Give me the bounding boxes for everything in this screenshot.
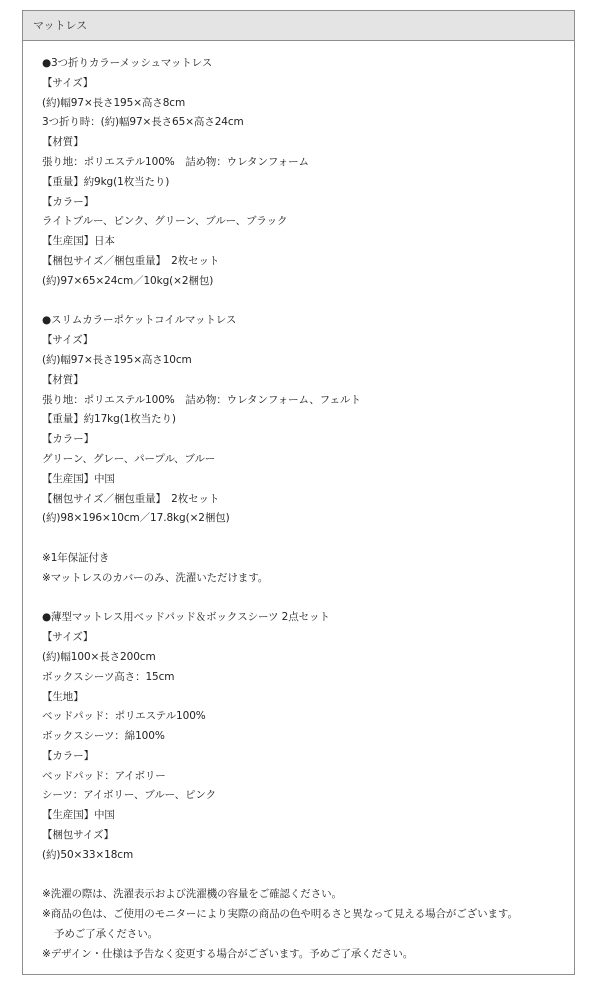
product-title: ●3つ折りカラーメッシュマットレス (42, 57, 213, 69)
spec-heading: 【材質】 (42, 373, 84, 386)
spec-heading: 【カラー】 (42, 195, 94, 208)
product-title: ●スリムカラーポケットコイルマットレス (42, 314, 237, 327)
spec-value: ライトブルー、ピンク、グリーン、ブルー、ブラック (42, 215, 288, 228)
spec-value: (約)幅97×長さ195×高さ10cm (42, 353, 192, 366)
spec-value: ボックスシーツ：綿100% (42, 730, 165, 743)
spec-value: 張り地：ポリエステル100% 詰め物：ウレタンフォーム、フェルト (42, 393, 361, 406)
disclaimer-notes (42, 885, 574, 964)
note-text: 予めご了承ください。 (54, 928, 158, 941)
spec-panel (22, 10, 575, 975)
spec-heading: 【カラー】 (42, 749, 94, 762)
section-gap (42, 866, 574, 886)
spec-value: 【重量】約17kg(1枚当たり) (42, 413, 176, 426)
spec-value: 【重量】約9kg(1枚当たり) (42, 175, 170, 188)
product-section-pocket-coil-mattress (42, 311, 574, 529)
section-gap (42, 589, 574, 609)
note-text: ※デザイン・仕様は予告なく変更する場合がございます。予めご了承ください。 (42, 947, 414, 960)
spec-heading: 【梱包サイズ／梱包重量】 2枚セット (42, 254, 220, 267)
spec-heading: 【材質】 (42, 136, 84, 149)
spec-value: 3つ折り時：(約)幅97×長さ65×高さ24cm (42, 116, 244, 129)
section-gap (42, 292, 574, 312)
note-text: ※マットレスのカバーのみ、洗濯いただけます。 (42, 571, 269, 584)
spec-value: (約)50×33×18cm (42, 848, 134, 861)
spec-body (23, 41, 574, 965)
warranty-notes (42, 549, 574, 589)
spec-value: (約)幅97×長さ195×高さ8cm (42, 96, 186, 109)
spec-value: (約)98×196×10cm／17.8kg(×2梱包) (42, 512, 230, 525)
section-gap (42, 529, 574, 549)
spec-heading: 【生地】 (42, 690, 84, 703)
note-text: ※1年保証付き (42, 551, 110, 564)
note-text: ※洗濯の際は、洗濯表示および洗濯機の容量をご確認ください。 (42, 888, 342, 901)
spec-value: 【生産国】日本 (42, 235, 115, 248)
spec-value: ベッドパッド：ポリエステル100% (42, 710, 206, 723)
note-text: ※商品の色は、ご使用のモニターにより実際の商品の色や明るさと異なって見える場合がございます。 (42, 908, 518, 921)
spec-value: (約)幅100×長さ200cm (42, 650, 156, 663)
spec-heading: 【カラー】 (42, 433, 94, 446)
panel-title: マットレス (23, 11, 574, 41)
spec-heading: 【梱包サイズ／梱包重量】 2枚セット (42, 492, 220, 505)
product-title: ●薄型マットレス用ベッドパッド＆ボックスシーツ 2点セット (42, 611, 330, 624)
spec-value: ベッドパッド：アイボリー (42, 769, 166, 782)
spec-heading: 【サイズ】 (42, 334, 94, 347)
product-section-bedpad-sheets (42, 608, 574, 865)
spec-value: シーツ：アイボリー、ブルー、ピンク (42, 789, 216, 802)
product-section-mesh-mattress (42, 54, 574, 292)
spec-value: 【生産国】中国 (42, 472, 115, 485)
spec-value: 張り地：ポリエステル100% 詰め物：ウレタンフォーム (42, 155, 309, 168)
spec-heading: 【サイズ】 (42, 631, 94, 644)
spec-value: グリーン、グレー、パープル、ブルー (42, 452, 216, 465)
spec-value: ボックスシーツ高さ：15cm (42, 670, 175, 683)
spec-value: (約)97×65×24cm／10kg(×2梱包) (42, 274, 214, 287)
spec-heading: 【サイズ】 (42, 76, 94, 89)
spec-heading: 【梱包サイズ】 (42, 829, 114, 842)
spec-value: 【生産国】中国 (42, 809, 115, 822)
